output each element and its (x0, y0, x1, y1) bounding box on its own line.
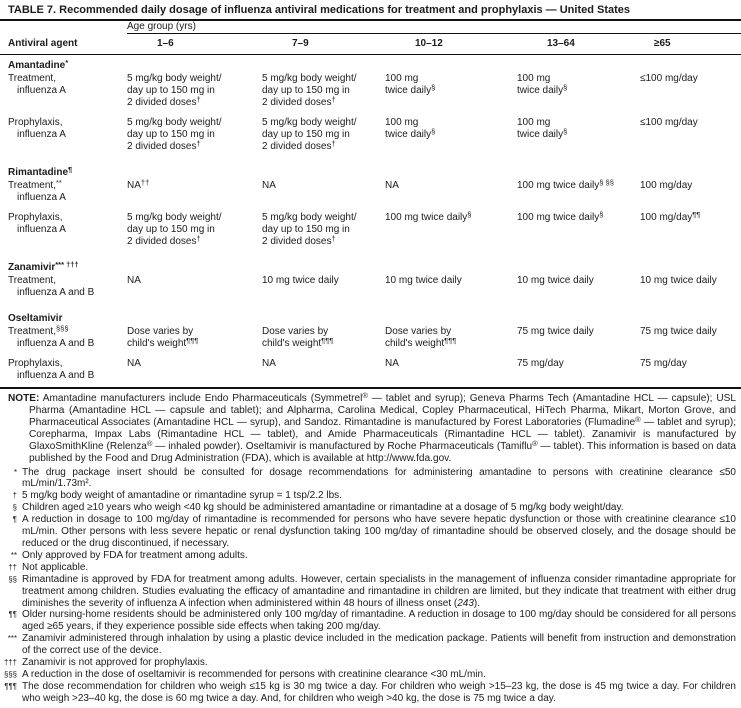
drug-name: Rimantadine (8, 167, 69, 178)
footnote-reference: * (65, 57, 69, 67)
column-header-age-1-6: 1–6 (127, 34, 262, 55)
table-row (0, 211, 741, 255)
footnote-text: 5 mg/kg body weight of amantadine or rimantadine syrup = 1 tsp/2.2 lbs. (22, 490, 342, 502)
footnote-reference: ¶ (68, 164, 73, 174)
age-group-header-row (0, 21, 741, 34)
dosage-cell: ≤100 mg/day (640, 73, 698, 84)
footnote-text: The drug package insert should be consulted for dosage recommendations for administering amantadine to persons with creatinine clearance ≤50 mL/min/1.73m². (22, 466, 736, 490)
dosage-cell: 5 mg/kg body weight/ day up to 150 mg in 2 divided doses† (127, 73, 222, 108)
dosage-cell: Dose varies by child's weight¶¶¶ (262, 326, 334, 349)
column-header-age-10-12: 10–12 (385, 34, 517, 55)
footnote-text: Only approved by FDA for treatment among adults. (22, 549, 248, 561)
footnote-text: The dose recommendation for children who weigh ≤15 kg is 30 mg twice a day. For children who weigh >15–23 kg, the dose is 45 mg twice a day. For children who weigh >23–40 kg, the dose is 60 mg twice a day. And, for children who weigh >40 kg, the dose is 75 mg twice a day. (22, 680, 736, 704)
footnote (0, 562, 736, 574)
note (0, 390, 736, 466)
row-label: Treatment,§§§ influenza A and B (8, 325, 95, 349)
row-label: Prophylaxis, influenza A and B (8, 358, 95, 381)
dosage-cell: 5 mg/kg body weight/ day up to 150 mg in 2 divided doses† (127, 212, 222, 247)
note-label: NOTE: (8, 393, 40, 404)
footnote (0, 669, 736, 681)
section-header-amantadine (0, 55, 741, 73)
footnote (0, 681, 736, 705)
dosage-cell: NA (385, 180, 399, 191)
footnote-marker: § (12, 503, 17, 513)
dosage-cell: 100 mg twice daily§ (517, 117, 568, 140)
drug-name: Amantadine (8, 60, 66, 71)
footnote (0, 574, 736, 610)
footnote-marker: † (12, 491, 17, 501)
dosage-cell: 100 mg twice daily§ (517, 73, 568, 96)
dosage-cell: 75 mg/day (517, 358, 564, 369)
dosage-cell: NA (262, 358, 276, 369)
dosage-cell: 100 mg twice daily§ (385, 211, 472, 223)
footnote (0, 550, 736, 562)
dosage-cell: 100 mg twice daily§ §§ (517, 179, 614, 191)
column-header-row (0, 34, 741, 55)
footnote-marker: ¶¶¶ (4, 681, 17, 691)
dosage-cell: 10 mg twice daily (640, 275, 717, 286)
footnote-text: A reduction in dosage to 100 mg/day of rimantadine is recommended for persons who have severe hepatic dysfunction or those with creatinine clearance ≤10 mL/min. Other persons with less severe hepatic or renal dysfunction taking 100 mg/day of rimantadine should be observed closely, and the dosage should be reduced or the drug discontinued, if necessary. (22, 514, 736, 549)
row-label: Treatment, influenza A and B (8, 275, 95, 298)
table-row (0, 325, 741, 357)
dosage-cell: 10 mg twice daily (262, 275, 339, 286)
dosage-cell: Dose varies by child's weight¶¶¶ (385, 326, 457, 349)
drug-name: Zanamivir (8, 262, 56, 273)
table-row (0, 179, 741, 211)
dosage-cell: 100 mg twice daily§ (385, 117, 436, 140)
dosage-cell: 75 mg twice daily (640, 326, 717, 337)
table-title: TABLE 7. Recommended daily dosage of influenza antiviral medications for treatment and prophylaxis — United States (0, 0, 741, 21)
table-row (0, 274, 741, 306)
footnote-marker: ¶¶ (8, 610, 17, 620)
table-row (0, 357, 741, 388)
footnote (0, 609, 736, 633)
dosage-cell: NA†† (127, 179, 150, 191)
footnote-text: Rimantadine is approved by FDA for treatment among adults. However, certain specialists in the management of influenza consider rimantadine appropriate for treatment among children. Studies evaluating the efficacy of amantadine and rimantadine in children are limited, but they indicate that treatment with either drug diminishes the severity of influenza A infection when administered within 48 hours of illness onset (243). (22, 573, 736, 609)
table-row (0, 72, 741, 116)
dosage-cell: NA (385, 358, 399, 369)
footnote-text: Older nursing-home residents should be administered only 100 mg/day of rimantadine. A reduction in dosage to 100 mg/day should be considered for all persons aged ≥65 years, if they experience possible side effects when taking 200 mg/day. (22, 609, 736, 633)
dosage-cell: 100 mg twice daily§ (385, 73, 436, 96)
footnote-marker: * (13, 467, 17, 477)
dosage-cell: 100 mg twice daily§ (517, 211, 604, 223)
dosage-cell: NA (262, 180, 276, 191)
column-header-age-65-plus: ≥65 (640, 34, 741, 55)
row-label: Prophylaxis, influenza A (8, 212, 66, 235)
footnote-reference: *** ††† (55, 259, 79, 269)
dosage-cell: 10 mg twice daily (517, 275, 594, 286)
dosage-cell: 75 mg twice daily (517, 326, 594, 337)
dosage-cell: 75 mg/day (640, 358, 687, 369)
row-label: Treatment, influenza A (8, 73, 66, 96)
dosage-cell: 5 mg/kg body weight/ day up to 150 mg in 2 divided doses† (262, 117, 357, 152)
footnote-marker: §§ (8, 574, 17, 584)
section-header-rimantadine (0, 160, 741, 179)
footnote-text: A reduction in the dose of oseltamivir is recommended for persons with creatinine clearance <30 mL/min. (22, 668, 486, 680)
table-row (0, 116, 741, 160)
footnote-marker: *** (7, 634, 17, 644)
age-group-label: Age group (yrs) (127, 21, 741, 34)
footnote (0, 467, 736, 491)
footnote-text: Zanamivir is not approved for prophylaxis. (22, 657, 208, 669)
dosage-cell: Dose varies by child's weight¶¶¶ (127, 326, 199, 349)
footnote-marker: ** (10, 550, 17, 560)
footnote-marker: §§§ (3, 669, 17, 679)
footnote (0, 490, 736, 502)
column-header-antiviral-agent: Antiviral agent (0, 34, 127, 55)
column-header-age-13-64: 13–64 (517, 34, 640, 55)
age-group-spacer (0, 21, 127, 34)
section-header-zanamivir (0, 255, 741, 274)
footnote-text: Not applicable. (22, 561, 89, 573)
footnote (0, 657, 736, 669)
dosage-cell: 100 mg/day (640, 180, 693, 191)
dosage-cell: 5 mg/kg body weight/ day up to 150 mg in 2 divided doses† (262, 73, 357, 108)
dosage-cell: ≤100 mg/day (640, 117, 698, 128)
dosage-cell: 5 mg/kg body weight/ day up to 150 mg in 2 divided doses† (127, 117, 222, 152)
footnote (0, 633, 736, 657)
footnote (0, 514, 736, 550)
footnote-marker: ¶ (12, 515, 17, 525)
footnote-text: Children aged ≥10 years who weigh <40 kg should be administered amantadine or rimantadine at a dosage of 5 mg/kg body weight/day. (22, 502, 624, 514)
section-header-oseltamivir (0, 306, 741, 325)
column-header-age-7-9: 7–9 (262, 34, 385, 55)
footnote (0, 502, 736, 514)
row-label: Prophylaxis, influenza A (8, 117, 66, 140)
dosage-cell: 5 mg/kg body weight/ day up to 150 mg in 2 divided doses† (262, 212, 357, 247)
dosage-table (0, 21, 741, 389)
dosage-cell: 10 mg twice daily (385, 275, 462, 286)
footnote-marker: ††† (3, 658, 17, 668)
note-text: Amantadine manufacturers include Endo Pharmaceuticals (Symmetrel® — tablet and syrup); Geneva Pharms Tech (Amantadine HCL — capsule); USL Pharma (Amantadine HCL — capsule and tablet); and Alpharma, Carolina Medical, Copley Pharmaceutical, HiTech Pharma, Mikart, Morton Grove, and Pharmaceutical Associates (Amantadine HCL — syrup), and Sandoz. Rimantadine is manufactured by Forest Laboratories (Flumadine® — tablet and syrup); Corepharma, Impax Labs (Rimantadine HCL — tablet), and Amide Pharmaceuticals (Rimantadine HCL — tablet). Zanamivir is manufactured by GlaxoSmithKline (Relenza® — inhaled powder). Oseltamivir is manufactured by Roche Pharmaceuticals (Tamiflu® — tablet). This information is based on data published by the Food and Drug Administration (FDA), which is available at http://www.fda.gov. (29, 390, 736, 465)
notes-block (0, 389, 741, 705)
dosage-cell: NA (127, 358, 141, 369)
dosage-cell: NA (127, 275, 141, 286)
footnote-marker: †† (8, 562, 17, 572)
footnote-text: Zanamivir administered through inhalation by using a plastic device included in the medication package. Patients will benefit from instruction and demonstration of the correct use of the device. (22, 633, 736, 657)
drug-name: Oseltamivir (8, 313, 63, 324)
row-label: Treatment,** influenza A (8, 179, 66, 203)
dosage-cell: 100 mg/day¶¶ (640, 211, 701, 223)
